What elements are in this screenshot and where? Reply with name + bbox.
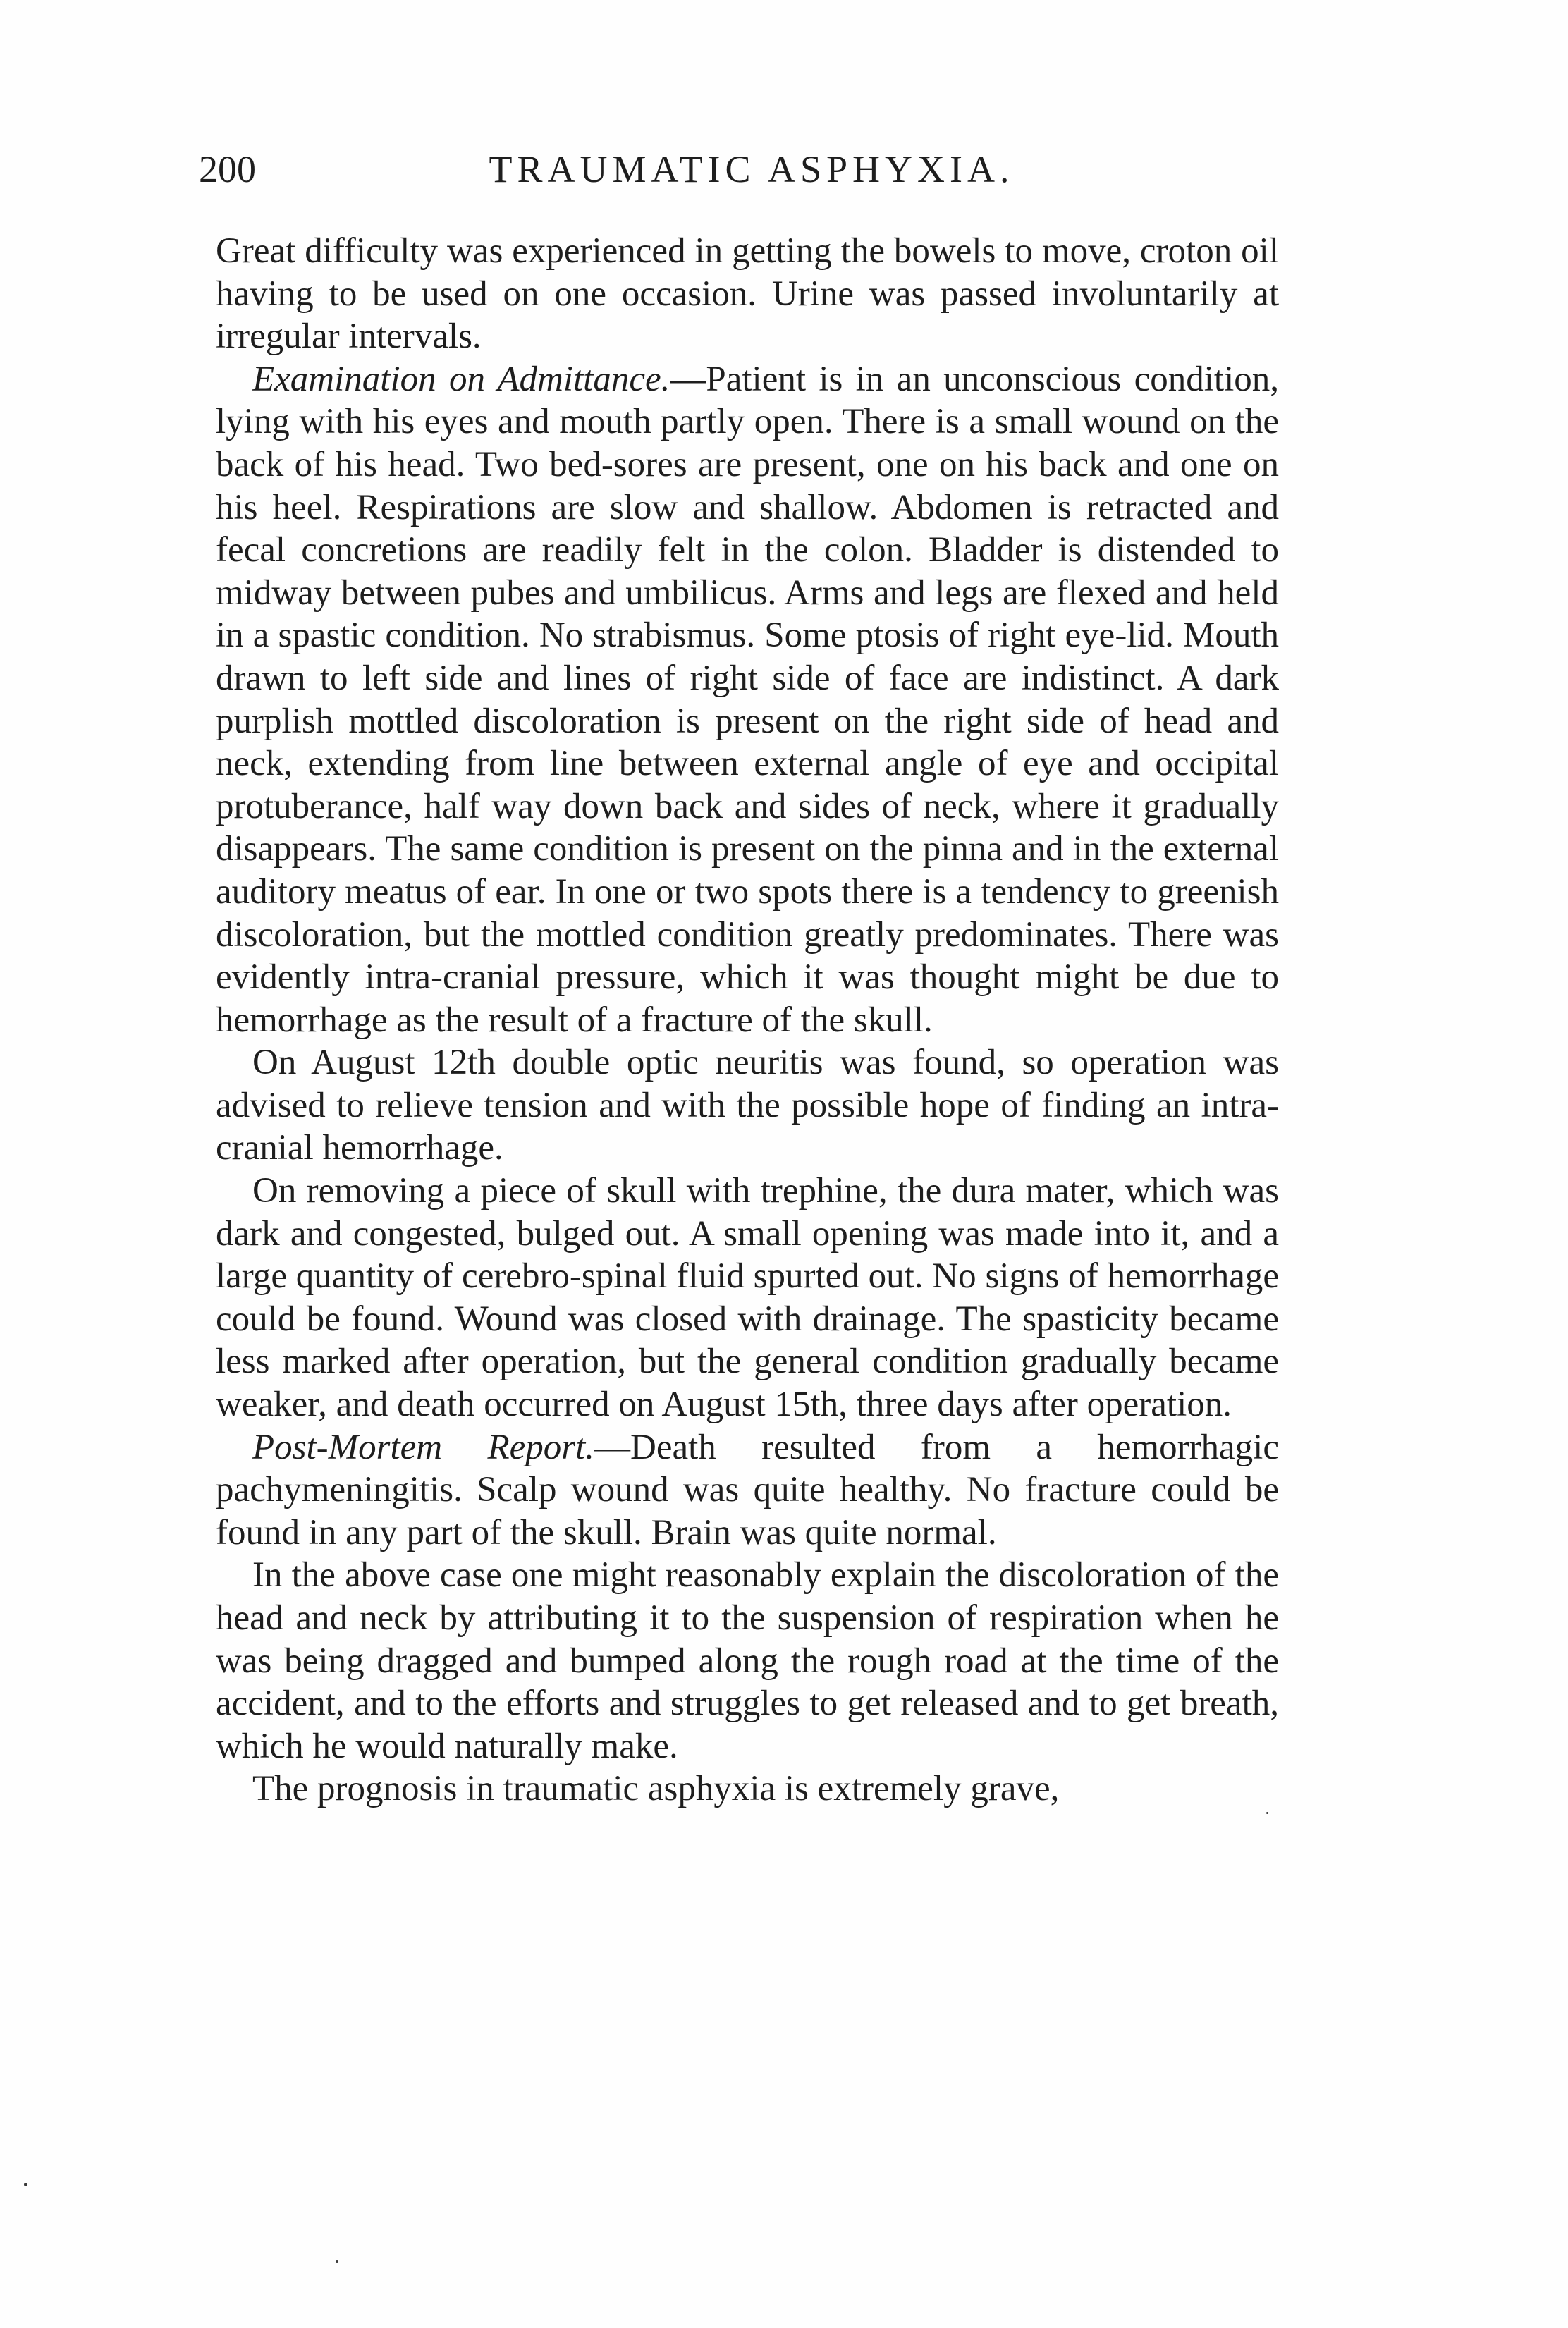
paragraph-text: On removing a piece of skull with trephine, the dura mater, which was dark and congested, bulged out. A small opening was made into it, and a large quantity of cerebro-spinal fluid spurted out. No signs of hemorrhage could be found. Wound was closed with drainage. The spasticity became less marked after operation, but the general condition gradually became weaker, and death occurred on August 15th, three days after operation.	[216, 1171, 1279, 1425]
paragraph-prognosis	[216, 1768, 1279, 1811]
running-head	[199, 145, 1276, 194]
page-number: 200	[199, 148, 256, 190]
section-lead-examination: Examination on Admittance.	[252, 359, 670, 399]
print-speck	[24, 2183, 27, 2186]
body-text	[216, 230, 1279, 1811]
paragraph-text: On August 12th double optic neuritis was found, so operation was advised to relieve tension and with the possible hope of finding an intra-cranial hemorrhage.	[216, 1043, 1279, 1168]
paragraph-trephine	[216, 1170, 1279, 1426]
paragraph-text: In the above case one might reasonably explain the discoloration of the head and neck by attributing it to the suspension of respiration when he was being dragged and bumped along the rough road at the time of the accident, and to the efforts and struggles to get released and to get breath, which he would naturally make.	[216, 1555, 1279, 1766]
paragraph-bowels	[216, 230, 1279, 358]
paragraph-text: —Death resulted from a hemorrhagic pachymeningitis. Scalp wound was quite healthy. No fracture could be found in any part of the skull. Brain was quite normal.	[216, 1427, 1279, 1552]
paragraph-discoloration	[216, 1554, 1279, 1768]
section-lead-post-mortem: Post-Mortem Report.	[252, 1427, 594, 1467]
paragraph-optic-neuritis	[216, 1041, 1279, 1170]
running-title: TRAUMATIC ASPHYXIA.	[489, 148, 1015, 190]
print-speck	[1266, 1812, 1268, 1814]
paragraph-post-mortem	[216, 1426, 1279, 1555]
paragraph-text: —Patient is in an unconscious condition, lying with his eyes and mouth partly open. There is a small wound on the back of his head. Two bed-sores are present, one on his back and one on his heel. Respirations are slow and shallow. Abdomen is retracted and fecal concretions are readily felt in the colon. Bladder is distended to midway between pubes and umbilicus. Arms and legs are flexed and held in a spastic condition. No strabismus. Some ptosis of right eye-lid. Mouth drawn to left side and lines of right side of face are indistinct. A dark purplish mottled discoloration is present on the right side of head and neck, extending from line between external angle of eye and occipital protuberance, half way down back and sides of neck, where it gradually disappears. The same condition is present on the pinna and in the external auditory meatus of ear. In one or two spots there is a tendency to greenish discoloration, but the mottled condition greatly predominates. There was evidently intra-cranial pressure, which it was thought might be due to hemorrhage as the result of a fracture of the skull.	[216, 359, 1279, 1040]
paragraph-examination	[216, 358, 1279, 1042]
paragraph-text: Great difficulty was experienced in getting the bowels to move, croton oil having to be used on one occasion. Urine was passed involuntarily at irregular intervals.	[216, 231, 1279, 357]
print-speck	[336, 2260, 338, 2263]
paragraph-text: The prognosis in traumatic asphyxia is extremely grave,	[252, 1769, 1060, 1809]
